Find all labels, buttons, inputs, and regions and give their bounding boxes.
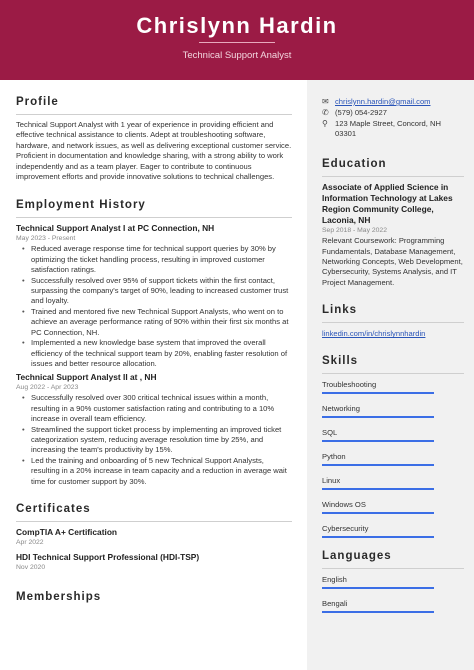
- section-divider: [322, 322, 464, 323]
- employment-heading: Employment History: [16, 199, 146, 212]
- skill-item: [322, 427, 464, 442]
- certificate-date: Apr 2022: [16, 538, 44, 546]
- address: 123 Maple Street, Concord, NH 03301: [335, 118, 441, 139]
- resume-header: [0, 0, 474, 80]
- certificate-entry: [16, 527, 292, 548]
- language-label: English: [322, 575, 347, 585]
- language-bar: [322, 587, 434, 589]
- skill-bar-fill: [322, 536, 434, 538]
- certificates-heading: Certificates: [16, 502, 91, 515]
- language-bar-fill: [322, 587, 434, 589]
- skill-item: [322, 475, 464, 490]
- education-heading: Education: [322, 158, 387, 171]
- job-bullet: • Led the training and onboarding of 5 new Technical Support Analysts, resulting in a 20% increase in team capacity and a reduction in average wait time for customer support by 30%.: [22, 456, 292, 487]
- envelope-icon: ✉: [322, 97, 329, 106]
- job-entry: [16, 372, 292, 487]
- job-date: May 2023 - Present: [16, 235, 76, 243]
- languages-section: [322, 550, 464, 613]
- skill-bar-fill: [322, 416, 434, 418]
- skill-item: [322, 499, 464, 514]
- profile-section: [16, 96, 292, 182]
- memberships-section: [16, 591, 292, 606]
- profile-text: Technical Support Analyst with 1 year of experience in providing efficient and effective technical assistance to clients. Adept at troubleshooting software, hardware, and network issues, as well as delivering exceptional customer service. Proficient in documentation and knowledge sharing, with a strong ability to work independently and as a team player. Eager to contribute to continuous improvement efforts and provide innovative solutions to technical challenges.: [16, 120, 292, 182]
- languages-heading: Languages: [322, 550, 392, 563]
- skill-label: Linux: [322, 476, 341, 486]
- job-bullets: [22, 393, 292, 487]
- main-column: [16, 96, 292, 606]
- skill-label: Python: [322, 452, 346, 462]
- contact-address-row: [322, 119, 464, 141]
- phone-number: (579) 054-2927: [335, 107, 387, 117]
- certificates-section: [16, 503, 292, 573]
- section-divider: [322, 373, 464, 374]
- location-pin-icon: ⚲: [322, 118, 328, 128]
- coursework-text: Relevant Coursework: Programming Fundamentals, Database Management, Networking Concepts, Web Development, Cybersecurity, Systems Analysis, and IT Project Management.: [322, 236, 463, 287]
- sidebar-column: [322, 97, 464, 622]
- section-divider: [16, 217, 292, 218]
- language-item: [322, 574, 464, 589]
- links-section: [322, 304, 464, 339]
- language-item: [322, 598, 464, 613]
- language-label: Bengali: [322, 599, 348, 609]
- job-date: Aug 2022 - Apr 2023: [16, 384, 79, 392]
- employment-section: [16, 199, 292, 487]
- skill-bar-fill: [322, 464, 434, 466]
- job-title: Technical Support Analyst I at PC Connection, NH: [16, 223, 215, 234]
- skill-item: [322, 403, 464, 418]
- skill-bar: [322, 392, 434, 394]
- job-bullet: • Streamlined the support ticket process by implementing an improved ticket categorization system, reducing average resolution time by 25%, and increasing the team's productivity by 15%.: [22, 425, 292, 456]
- skills-list: [322, 379, 464, 538]
- skill-bar: [322, 440, 434, 442]
- certificate-title: HDI Technical Support Professional (HDI-TSP): [16, 551, 200, 562]
- skill-item: [322, 523, 464, 538]
- section-divider: [16, 114, 292, 115]
- certificate-title: CompTIA A+ Certification: [16, 526, 118, 537]
- certificate-entry: [16, 552, 292, 573]
- education-date: Sep 2018 - May 2022: [322, 227, 387, 235]
- linkedin-link[interactable]: linkedin.com/in/chrislynnhardin: [322, 329, 426, 339]
- job-title: Technical Support Analyst II at , NH: [16, 372, 157, 383]
- skill-bar: [322, 416, 434, 418]
- certificate-date: Nov 2020: [16, 563, 46, 571]
- job-bullet: • Successfully resolved over 300 critical technical issues within a month, resulting in a 90% customer satisfaction rating and contributing to a 10% increase in overall team efficiency.: [22, 393, 292, 424]
- job-bullet: • Reduced average response time for technical support queries by 30% by optimizing the ticket handling process, resulting in improved customer satisfaction ratings.: [22, 244, 292, 275]
- phone-icon: ✆: [322, 107, 329, 117]
- contact-phone-row: [322, 108, 464, 119]
- skill-label: SQL: [322, 428, 338, 438]
- section-divider: [16, 521, 292, 522]
- section-divider: [322, 568, 464, 569]
- skill-label: Troubleshooting: [322, 380, 377, 390]
- degree-title: Associate of Applied Science in Information Technology at Lakes Region Community College, Laconia, NH: [322, 182, 453, 226]
- section-divider: [322, 176, 464, 177]
- skill-bar: [322, 488, 434, 490]
- skill-label: Windows OS: [322, 500, 366, 510]
- skill-bar: [322, 512, 434, 514]
- language-bar: [322, 611, 434, 613]
- header-divider: [199, 42, 275, 43]
- skill-item: [322, 451, 464, 466]
- skill-bar-fill: [322, 392, 434, 394]
- job-bullet: • Successfully resolved over 95% of support tickets within the first contact, surpassing the company's target of 90%, leading to increased customer trust and loyalty.: [22, 276, 292, 307]
- skill-bar-fill: [322, 512, 434, 514]
- skill-bar-fill: [322, 488, 434, 490]
- links-heading: Links: [322, 304, 358, 317]
- memberships-heading: Memberships: [16, 590, 102, 603]
- language-bar-fill: [322, 611, 434, 613]
- skills-section: [322, 355, 464, 538]
- skill-bar: [322, 464, 434, 466]
- candidate-name: Chrislynn Hardin: [136, 13, 338, 38]
- profile-heading: Profile: [16, 96, 59, 108]
- contact-section: [322, 97, 464, 140]
- skill-label: Networking: [322, 404, 360, 414]
- contact-email-row: [322, 97, 464, 108]
- job-entry: [16, 223, 292, 369]
- skill-bar-fill: [322, 440, 434, 442]
- job-bullet: • Trained and mentored five new Technical Support Analysts, who went on to achieve an average performance rating of 90% within their first six months at PC Connection, NH.: [22, 307, 292, 338]
- email-link[interactable]: chrislynn.hardin@gmail.com: [335, 97, 431, 106]
- skill-bar: [322, 536, 434, 538]
- candidate-job-title: Technical Support Analyst: [182, 50, 292, 61]
- skill-item: [322, 379, 464, 394]
- skill-label: Cybersecurity: [322, 524, 369, 534]
- skills-heading: Skills: [322, 355, 359, 368]
- job-bullet: • Implemented a new knowledge base system that improved the overall efficiency of the technical support team by 20%, enabling faster resolution of issues and better resource allocation.: [22, 338, 292, 369]
- job-bullets: [22, 244, 292, 369]
- education-section: [322, 158, 464, 288]
